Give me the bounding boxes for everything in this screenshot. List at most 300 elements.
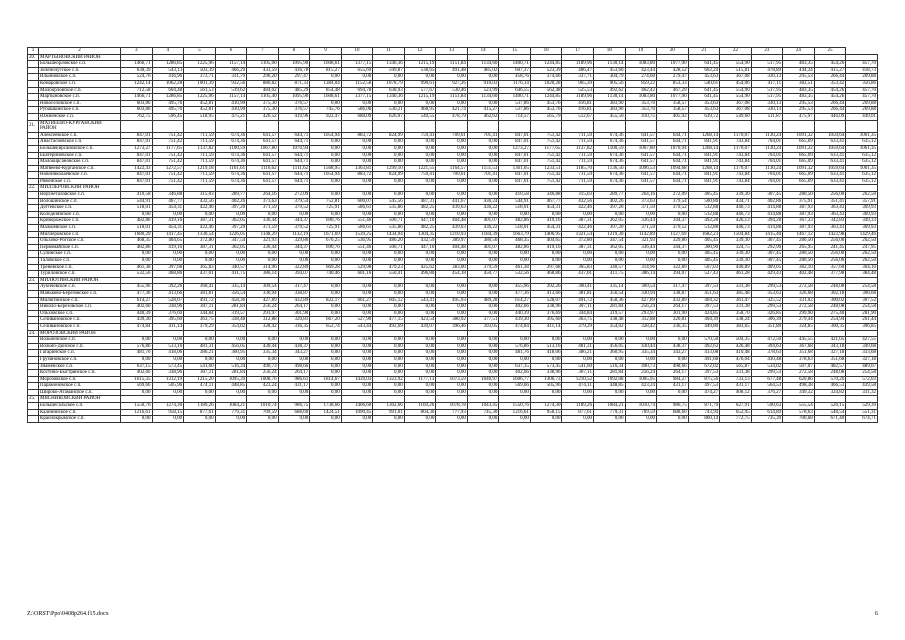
value-cell: 437,01 [184,271,216,278]
settlement-name: Волошинское с.п. [39,198,121,205]
value-cell: 482,86 [121,244,153,251]
value-cell: 0,00 [404,152,436,159]
value-cell: 262,50 [846,258,878,265]
value-cell: 349,32 [783,389,815,396]
value-cell: 601,16 [341,271,373,278]
value-cell: 468,35 [121,238,153,245]
value-cell: 336,44 [625,218,657,225]
value-cell: 1377,15 [341,61,373,68]
value-cell: 453,76 [530,107,562,114]
value-cell: 336,44 [247,218,279,225]
table-row [28,152,878,159]
value-cell: 1400,71 [499,94,531,101]
value-cell: 1105,00 [247,61,279,68]
value-cell: 454,31 [530,205,562,212]
value-cell: 416,96 [152,74,184,81]
value-cell: 0,00 [341,383,373,390]
value-cell: 0,00 [436,284,468,291]
value-cell: 392,26 [152,284,184,291]
value-cell: 0,00 [278,211,310,218]
value-cell: 0,00 [278,258,310,265]
value-cell: 674,36 [215,178,247,185]
value-cell: 413,66 [530,290,562,297]
value-cell: 254,94 [814,317,846,324]
value-cell: 491,72 [562,297,594,304]
value-cell: 561,53 [184,87,216,94]
value-cell: 402,66 [121,370,153,377]
value-cell: 0,00 [436,145,468,152]
value-cell: 554,90 [720,61,752,68]
empty-cell [814,330,846,337]
footer-file-path: Z:\ORST\Ppo\0408p264.f15.docx [27,611,109,617]
empty-cell [247,185,279,192]
value-cell: 711,59 [184,172,216,179]
value-cell: 387,31 [184,244,216,251]
value-cell: 482,25 [404,225,436,232]
value-cell: 1568,95 [310,165,342,172]
value-cell: 0,00 [215,211,247,218]
empty-cell [751,330,783,337]
value-cell: 847,01 [121,178,153,185]
empty-cell [184,54,216,61]
value-cell: 307,45 [751,192,783,199]
value-cell: 413,08 [688,350,720,357]
table-row [28,159,878,166]
value-cell: 446,73 [720,211,752,218]
value-cell: 376,27 [751,389,783,396]
value-cell: 638,39 [121,67,153,74]
empty-cell [593,185,625,192]
value-cell: 0,00 [404,416,436,423]
value-cell: 330,94 [247,290,279,297]
value-cell: 1111,62 [278,165,310,172]
settlement-name: Новоселовское с.п. [39,100,121,107]
empty-cell [184,330,216,337]
value-cell: 266,44 [814,74,846,81]
value-cell: 456,05 [593,343,625,350]
value-cell: 641,45 [688,61,720,68]
value-cell: 281,84 [215,370,247,377]
settlement-name: Сулинское с.п. [39,251,121,258]
empty-cell [310,396,342,403]
value-cell: 415,27 [814,67,846,74]
empty-cell [499,396,531,403]
value-cell: 743,84 [720,172,752,179]
value-cell: 0,00 [593,356,625,363]
value-cell: 322,89 [657,264,689,271]
value-cell: 0,00 [467,258,499,265]
value-cell: 1312,19 [152,376,184,383]
value-cell: 353,70 [625,100,657,107]
value-cell: 1215,20 [184,376,216,383]
value-cell: 432,59 [404,238,436,245]
value-cell: 0,00 [404,100,436,107]
value-cell: 362,05 [593,244,625,251]
value-cell: 1091,32 [783,145,815,152]
value-cell: 0,00 [341,251,373,258]
empty-cell [215,54,247,61]
value-cell: 635,12 [846,159,878,166]
table-row [28,165,878,172]
table-row [28,363,878,370]
value-cell: 411,14 [530,323,562,330]
empty-cell [751,120,783,132]
table-row [28,94,878,101]
value-cell: 0,00 [404,337,436,344]
value-cell: 456,05 [215,343,247,350]
value-cell: 447,10 [404,244,436,251]
value-cell: 247,95 [846,244,878,251]
value-cell: 1054,94 [310,172,342,179]
settlement-name: Селивановское с.п. [39,317,121,324]
value-cell: 327,18 [846,356,878,363]
column-number-header [28,48,878,55]
value-cell: 387,93 [783,225,815,232]
value-cell: 453,63 [688,107,720,114]
value-cell: 382,10 [783,264,815,271]
value-cell: 387,31 [562,244,594,251]
empty-cell [373,330,405,337]
value-cell: 0,00 [152,356,184,363]
value-cell: 393,05 [467,323,499,330]
table-row [28,337,878,344]
value-cell: 503,39 [184,67,216,74]
value-cell: 402,66 [121,304,153,311]
value-cell: 745,30 [467,409,499,416]
value-cell: 1242,14 [121,80,153,87]
value-cell: 386,21 [562,350,594,357]
value-cell: 0,00 [341,192,373,199]
empty-cell [436,54,468,61]
empty-cell [373,396,405,403]
value-cell: 527,90 [341,317,373,324]
value-cell: 339,30 [720,258,752,265]
empty-cell [121,120,153,132]
value-cell: 0,00 [436,356,468,363]
value-cell: 0,00 [530,356,562,363]
row-number-cell [28,172,39,179]
value-cell: 0,00 [436,337,468,344]
value-cell: 373,71 [184,74,216,81]
value-cell: 0,00 [310,139,342,146]
row-number-cell [28,284,39,291]
value-cell: 418,06 [152,350,184,357]
value-cell: 986,75 [657,403,689,410]
value-cell: 505,96 [152,383,184,390]
value-cell: 264,16 [247,192,279,199]
value-cell: 379,52 [278,205,310,212]
empty-cell [688,277,720,284]
empty-cell [530,277,562,284]
value-cell: 0,00 [499,389,531,396]
settlement-name: Маньково-Березовское с.п. [39,290,121,297]
value-cell: 743,84 [720,152,752,159]
value-cell: 295,53 [783,107,815,114]
row-number-cell [28,107,39,114]
value-cell: 426,13 [720,218,752,225]
value-cell: 269,88 [846,100,878,107]
value-cell: 333,68 [846,350,878,357]
value-cell: 1225,96 [184,94,216,101]
value-cell: 0,00 [278,337,310,344]
value-cell: 457,70 [846,94,878,101]
column-number: 11 [373,48,405,55]
empty-cell [657,185,689,192]
settlement-name: Большекирсановское с.п. [39,145,121,152]
column-number: 7 [247,48,279,55]
value-cell: 0,00 [436,383,468,390]
value-cell: 419,96 [278,113,310,120]
row-number-cell [28,323,39,330]
value-cell: 371,59 [247,225,279,232]
value-cell: 1083,80 [625,61,657,68]
district-name: МАТВЕЕВО-КУРГАНСКИЙ РАЙОН [39,120,121,132]
empty-cell [215,120,247,132]
row-number-cell [28,290,39,297]
value-cell: 0,00 [373,139,405,146]
value-cell: 871,79 [688,403,720,410]
value-cell: 315,03 [562,192,594,199]
value-cell: 637,15 [499,363,531,370]
value-cell: 1077,90 [657,61,689,68]
value-cell: 397,20 [215,205,247,212]
value-cell: 927,26 [436,80,468,87]
value-cell: 572,03 [846,376,878,383]
value-cell: 413,66 [152,290,184,297]
value-cell: 414,88 [751,205,783,212]
value-cell: 751,42 [152,172,184,179]
value-cell: 486,20 [373,238,405,245]
table-row [28,271,878,278]
value-cell: 1100,59 [215,145,247,152]
value-cell: 527,43 [688,271,720,278]
value-cell: 0,00 [436,290,468,297]
value-cell: 312,88 [625,317,657,324]
value-cell: 373,63 [625,198,657,205]
value-cell: 0,00 [373,178,405,185]
value-cell: 777,93 [436,409,468,416]
empty-cell [278,396,310,403]
value-cell: 272,09 [278,192,310,199]
value-cell: 441,67 [436,198,468,205]
value-cell: 349,33 [846,218,878,225]
empty-cell [341,277,373,284]
row-number-cell [28,310,39,317]
value-cell: 0,00 [404,178,436,185]
value-cell: 387,31 [184,218,216,225]
value-cell: 372,80 [562,238,594,245]
value-cell: 455,96 [499,284,531,291]
empty-cell [436,185,468,192]
value-cell: 633,41 [814,178,846,185]
value-cell: 0,00 [247,251,279,258]
value-cell: 841,91 [688,139,720,146]
value-cell: 1434,94 [373,231,405,238]
value-cell: 482,86 [121,218,153,225]
value-cell: 847,01 [121,139,153,146]
value-cell: 1130,14 [593,94,625,101]
value-cell: 482,57 [814,363,846,370]
empty-cell [247,277,279,284]
value-cell: 394,07 [657,271,689,278]
row-number-cell [28,317,39,324]
value-cell: 0,00 [404,74,436,81]
value-cell: 554,90 [720,94,752,101]
value-cell: 335,34 [247,350,279,357]
value-cell: 266,44 [814,107,846,114]
value-cell: 327,18 [814,350,846,357]
value-cell: 262,50 [846,238,878,245]
value-cell: 454,31 [152,205,184,212]
value-cell: 847,01 [499,139,531,146]
value-cell: 490,73 [625,363,657,370]
value-cell: 548,54 [814,409,846,416]
value-cell: 354,02 [215,323,247,330]
value-cell: 1215,19 [404,61,436,68]
settlement-name: Мартыновское с.п. [39,94,121,101]
value-cell: 577,67 [404,87,436,94]
value-cell: 0,00 [593,258,625,265]
value-cell: 0,00 [152,258,184,265]
value-cell: 641,57 [247,152,279,159]
value-cell: 1185,70 [562,165,594,172]
value-cell: 1219,18 [184,165,216,172]
value-cell: 644,71 [278,152,310,159]
value-cell: 565,79 [530,113,562,120]
value-cell: 373,63 [247,198,279,205]
value-cell: 641,57 [625,139,657,146]
value-cell: 644,71 [657,139,689,146]
empty-cell [562,120,594,132]
value-cell: 711,59 [562,172,594,179]
row-number-cell [28,80,39,87]
value-cell: 0,00 [373,100,405,107]
value-cell: 0,00 [310,178,342,185]
empty-cell [121,277,153,284]
value-cell: 711,59 [184,178,216,185]
value-cell: 262,50 [846,251,878,258]
value-cell: 570,26 [814,376,846,383]
empty-cell [499,330,531,337]
value-cell: 256,24 [247,304,279,311]
value-cell: 1608,61 [310,61,342,68]
value-cell: 498,66 [657,363,689,370]
empty-cell [657,54,689,61]
value-cell: 349,68 [846,343,878,350]
value-cell: 0,00 [215,389,247,396]
value-cell: 353,70 [625,107,657,114]
value-cell: 382,51 [783,80,815,87]
value-cell: 417,11 [751,80,783,87]
value-cell: 779,31 [593,409,625,416]
value-cell: 339,30 [720,238,752,245]
row-number-cell [28,100,39,107]
value-cell: 307,11 [562,304,594,311]
value-cell: 0,00 [310,310,342,317]
value-cell: 466,53 [814,383,846,390]
value-cell: 410,48 [751,356,783,363]
value-cell: 1070,94 [278,145,310,152]
value-cell: 1221,55 [404,165,436,172]
value-cell: 481,31 [184,343,216,350]
value-cell: 0,00 [278,251,310,258]
empty-cell [657,120,689,132]
empty-cell [121,54,153,61]
settlement-name: Ильиновское с.п. [39,74,121,81]
value-cell: 481,31 [562,343,594,350]
table-row [28,284,878,291]
settlement-name: Грузиновское с.п. [39,356,121,363]
value-cell: 1424,51 [310,409,342,416]
value-cell: 1134,60 [467,61,499,68]
value-cell: 362,05 [215,218,247,225]
table-row [28,251,878,258]
value-cell: 0,00 [530,389,562,396]
value-cell: 0,00 [341,304,373,311]
value-cell: 1608,61 [310,94,342,101]
row-number-cell [28,205,39,212]
value-cell: 1219,30 [593,231,625,238]
value-cell: 530,21 [373,107,405,114]
table-row [28,107,878,114]
value-cell: 986,61 [278,376,310,383]
value-cell: 0,00 [341,290,373,297]
value-cell: 454,26 [814,94,846,101]
value-cell: 674,36 [215,132,247,139]
empty-cell [404,120,436,132]
empty-cell [184,396,216,403]
value-cell: 674,36 [215,159,247,166]
value-cell: 338,48 [593,317,625,324]
value-cell: 0,00 [404,159,436,166]
settlement-name: Знаменское с.п. [39,363,121,370]
value-cell: 269,88 [846,74,878,81]
value-cell: 361,47 [720,297,752,304]
value-cell: 0,00 [436,100,468,107]
empty-cell [215,330,247,337]
district-number: 25. [28,396,39,403]
empty-cell [593,120,625,132]
value-cell: 432,89 [657,297,689,304]
value-cell: 335,14 [215,284,247,291]
value-cell: 1061,35 [846,145,878,152]
value-cell: 641,57 [625,159,657,166]
value-cell: 0,00 [373,284,405,291]
empty-cell [436,330,468,337]
value-cell: 0,00 [341,337,373,344]
value-cell: 1272,57 [152,165,184,172]
empty-cell [814,54,846,61]
value-cell: 0,00 [404,290,436,297]
empty-cell [436,120,468,132]
value-cell: 847,01 [499,132,531,139]
table-row [28,113,878,120]
value-cell: 330,13 [751,107,783,114]
value-cell: 363,75 [562,317,594,324]
value-cell: 641,57 [247,139,279,146]
value-cell: 452,81 [184,100,216,107]
value-cell: 0,00 [373,363,405,370]
value-cell: 0,00 [593,416,625,423]
value-cell: 0,00 [215,356,247,363]
value-cell: 0,00 [310,416,342,423]
settlement-name: Малоорловское с.п. [39,87,121,94]
value-cell: 711,59 [562,139,594,146]
row-number-cell [28,297,39,304]
value-cell: 439,58 [846,383,878,390]
value-cell: 272,58 [783,284,815,291]
table-row [28,290,878,297]
